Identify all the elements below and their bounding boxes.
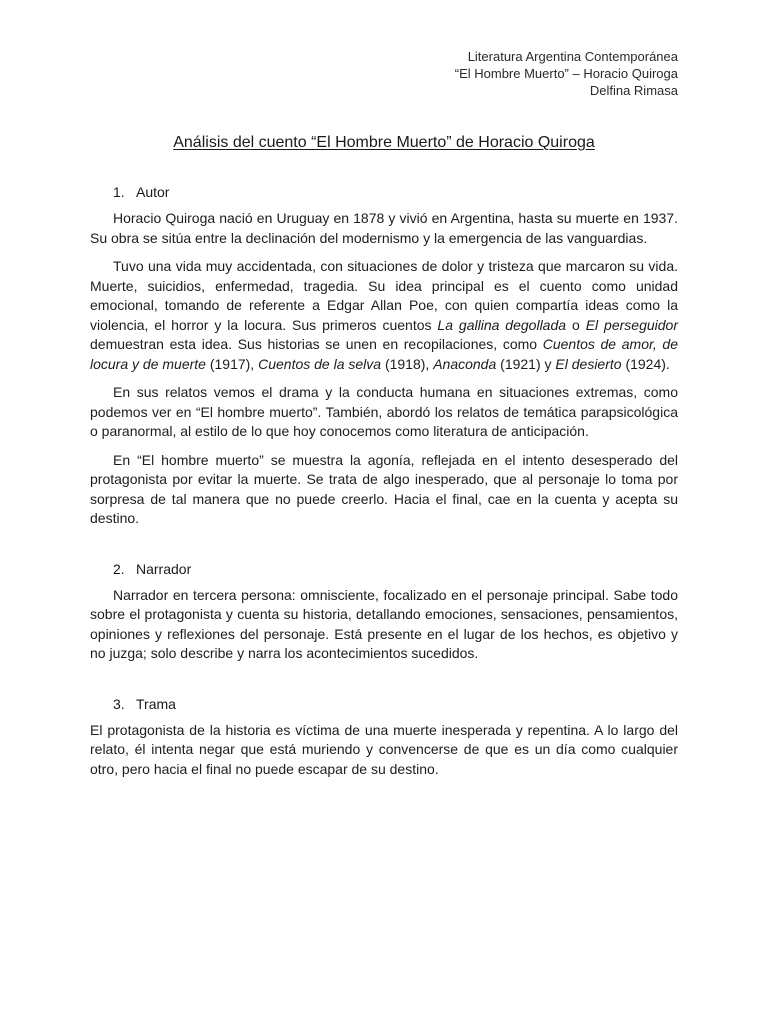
section-number: 2. [113,560,125,577]
document-header [90,48,678,99]
text-run: (1921) y [496,355,556,372]
paragraph: El protagonista de la historia es víctima de una muerte inesperada y repentina. A lo largo del relato, él intenta negar que está muriendo y convencerse de que es un día como cualquier otro, pero hacia el final no puede escapar de su destino. [90,721,678,777]
paragraph: En “El hombre muerto” se muestra la agonía, reflejada en el intento desesperado del protagonista por evitar la muerte. Se trata de algo inesperado, que al personaje lo toma por sorpresa de tal manera que no puede creerlo. Hacia el final, cae en la cuenta y acepta su destino. [90,451,678,526]
text-run: (1917), [205,355,259,372]
section-heading-label: Trama [136,695,176,712]
paragraph: Narrador en tercera persona: omnisciente, focalizado en el personaje principal. Sabe todo sobre el protagonista y cuenta su historia, detallando emociones, sensaciones, pensamientos, opiniones y reflexiones del personaje. Está presente en el lugar de los hechos, es objetivo y no juzga; solo describe y narra los acontecimientos sucedidos. [90,586,678,661]
text-run: (1924). [621,355,670,372]
italic-book-title: Cuentos de amor, de locura y de muerte [90,336,678,372]
student-name: Delfina Rimasa [589,83,678,98]
paragraph [90,257,678,374]
text-run: demuestran esta idea. Sus historias se unen en recopilaciones, como [90,336,543,352]
italic-book-title: Cuentos de la selva [258,355,382,372]
text-run: (1918), [381,355,434,372]
paragraph: Horacio Quiroga nació en Uruguay en 1878 y vivió en Argentina, hasta su muerte en 1937. Su obra se sitúa entre la declinación del modernismo y la emergencia de las vanguardias. [90,210,678,246]
text-run: Tuvo una vida muy accidentada, con situaciones de dolor y tristeza que marcaron su vida. Muerte, suicidios, enfermedad, tragedia. Su idea principal es el cuento como unidad emocional, tomando de referente a Edgar Allan Poe, con quien compartía ideas como la violencia, el horror y la locura. Sus primeros cuentos [90,258,678,333]
course-name: Literatura Argentina Contemporánea [467,49,678,64]
section-autor [90,182,678,529]
section-heading [90,182,678,202]
section-heading-label: Narrador [136,560,192,577]
text-run: o [566,316,586,333]
section-heading-label: Autor [136,184,170,200]
section-number: 1. [113,184,125,200]
section-heading [90,694,678,714]
paragraph: En sus relatos vemos el drama y la conducta humana en situaciones extremas, como podemos ver en “El hombre muerto”. También, abordó los relatos de temática parapsicológica o paranormal, al estilo de lo que hoy conocemos como literatura de anticipación. [90,384,678,439]
italic-book-title: El desierto [555,355,622,372]
section-number: 3. [113,695,125,712]
work-title: “El Hombre Muerto” – Horacio Quiroga [454,66,678,81]
italic-book-title: Anaconda [433,355,497,372]
section-narrador [90,559,678,664]
italic-story-title: El perseguidor [585,316,678,333]
section-heading [90,559,678,579]
section-trama [90,694,678,780]
document-title: Análisis del cuento “El Hombre Muerto” de Horacio Quiroga [173,134,595,151]
italic-story-title: La gallina degollada [437,316,567,333]
